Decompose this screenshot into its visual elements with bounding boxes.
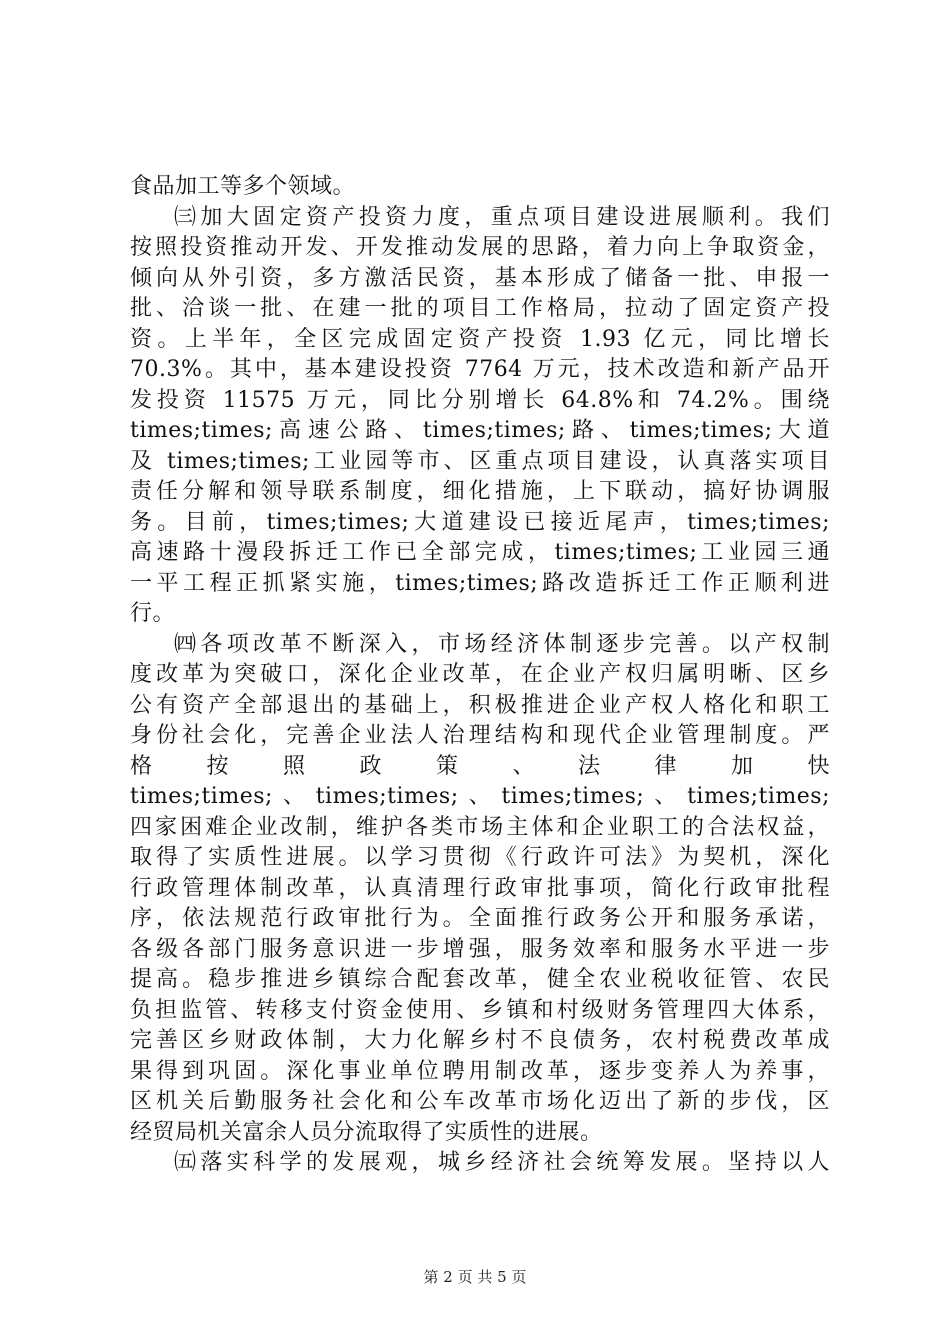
text-line: ㈣各项改革不断深入，市场经济体制逐步完善。以产权制 [174,631,830,657]
text-line: 行政管理体制改革，认真清理行政审批事项，简化行政审批程 [130,875,830,901]
page-footer: 第 2 页 共 5 页 [423,1268,527,1286]
text-line: 果得到巩固。深化事业单位聘用制改革，逐步变养人为养事， [130,1058,830,1084]
text-line: 一平工程正抓紧实施，times;times;路改造拆迁工作正顺利进 [130,570,830,596]
text-line: 提高。稳步推进乡镇综合配套改革，健全农业税收征管、农民 [130,967,830,992]
text-line: 经贸局机关富余人员分流取得了实质性的进展。 [130,1119,603,1145]
text-line: 资。上半年，全区完成固定资产投资 1.93 亿元，同比增长 [130,326,830,352]
text-line: 发投资 11575 万元，同比分别增长 64.8%和 74.2%。围绕 [130,387,830,413]
text-line: 及 times;times;工业园等市、区重点项目建设，认真落实项目 [130,448,830,474]
text-line: ㈤落实科学的发展观，城乡经济社会统筹发展。坚持以人 [174,1150,830,1175]
text-line: 批、洽谈一批、在建一批的项目工作格局，拉动了固定资产投 [130,296,830,321]
text-line: 行。 [130,601,176,626]
document-body [130,172,830,1179]
text-line: 责任分解和领导联系制度，细化措施，上下联动，搞好协调服 [130,479,830,504]
text-line: 四家困难企业改制，维护各类市场主体和企业职工的合法权益， [130,814,830,840]
text-line: 序，依法规范行政审批行为。全面推行政务公开和服务承诺， [130,906,830,931]
text-line: 完善区乡财政体制，大力化解乡村不良债务，农村税费改革成 [130,1028,830,1053]
text-line: times;times;高速公路、times;times;路、times;times;大道 [130,418,830,443]
text-line: 70.3%。其中，基本建设投资 7764 万元，技术改造和新产品开 [130,357,830,382]
text-line: 取得了实质性进展。以学习贯彻《行政许可法》为契机，深化 [130,845,830,870]
text-line: 格 按 照 政 策 、 法 律 加 快 [130,753,830,779]
text-line: times;times;、times;times;、times;times;、times;times; [130,784,830,809]
text-line: 食品加工等多个领域。 [130,174,356,199]
text-line: 倾向从外引资，多方激活民资，基本形成了储备一批、申报一 [130,265,830,291]
text-line: 区机关后勤服务社会化和公车改革市场化迈出了新的步伐，区 [130,1089,830,1114]
text-line: 度改革为突破口，深化企业改革，在企业产权归属明晰、区乡 [130,662,830,687]
text-line: ㈢加大固定资产投资力度，重点项目建设进展顺利。我们 [174,204,830,230]
text-line: 身份社会化，完善企业法人治理结构和现代企业管理制度。严 [130,723,830,748]
text-line: 务。目前，times;times;大道建设已接近尾声，times;times; [130,509,830,535]
text-line: 负担监管、转移支付资金使用、乡镇和村级财务管理四大体系， [130,997,830,1023]
text-line: 公有资产全部退出的基础上，积极推进企业产权人格化和职工 [130,692,830,718]
text-line: 按照投资推动开发、开发推动发展的思路，着力向上争取资金， [130,235,830,260]
text-line: 各级各部门服务意识进一步增强，服务效率和服务水平进一步 [130,936,830,962]
text-line: 高速路十漫段拆迁工作已全部完成，times;times;工业园三通 [130,540,830,565]
